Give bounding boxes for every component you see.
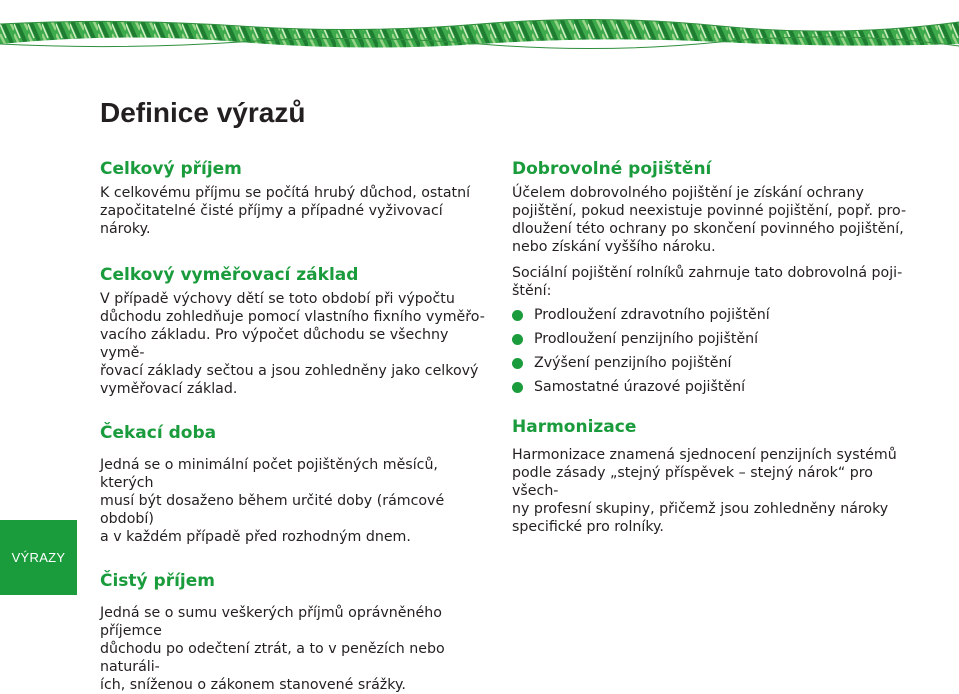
list-item: Prodloužení zdravotního pojištění — [512, 306, 912, 324]
section-heading: Celkový vyměřovací základ — [100, 265, 359, 285]
section-celkovy-prijem — [100, 158, 490, 238]
side-tab-label: VÝRAZY — [11, 550, 66, 565]
section-text: K celkovému příjmu se počítá hrubý důchod, ostatní započitatelné čisté příjmy a případné vyživovací nároky. — [100, 185, 471, 237]
page-title: Definice výrazů — [100, 97, 306, 128]
section-text: Sociální pojištění rolníků zahrnuje tato dobrovolná poji- štění: — [512, 265, 903, 299]
section-dobrovolne-pojisteni — [512, 158, 912, 396]
section-text: Účelem dobrovolného pojištění je získání ochrany pojištění, pokud neexistuje povinné pojištění, popř. pro- dloužení této ochrany po skončení povinného pojištění, nebo získání vyššího nároku. — [512, 185, 907, 255]
section-heading: Čekací doba — [100, 423, 217, 443]
bullet-dot-icon — [512, 310, 523, 321]
list-item: Samostatné úrazové pojištění — [512, 378, 912, 396]
list-item: Zvýšení penzijního pojištění — [512, 354, 912, 372]
section-text: Harmonizace znamená sjednocení penzijních systémů podle zásady „stejný příspěvek – stejný nárok“ pro všech- ny profesní skupiny, přičemž jsou zohledněny nároky specifické pro rolníky. — [512, 447, 897, 535]
section-text: Jedná se o sumu veškerých příjmů oprávněného příjemce důchodu po odečtení ztrát, a to v penězích nebo naturáli- ích, sníženou o zákonem stanovené srážky. — [100, 605, 445, 693]
bullet-dot-icon — [512, 334, 523, 345]
section-cisty-prijem — [100, 570, 490, 694]
side-tab — [0, 520, 77, 595]
section-text: Jedná se o minimální počet pojištěných měsíců, kterých musí být dosaženo během určité doby (rámcové období) a v každém případě před rozhodným dnem. — [100, 457, 445, 545]
section-heading: Čistý příjem — [100, 571, 215, 591]
bullet-dot-icon — [512, 358, 523, 369]
section-heading: Harmonizace — [512, 417, 637, 437]
section-harmonizace — [512, 416, 912, 536]
bullet-list — [512, 306, 912, 396]
right-column — [512, 158, 912, 536]
section-text: V případě výchovy dětí se toto období při výpočtu důchodu zohledňuje pomocí vlastního fixního vyměřo- vacího základu. Pro výpočet důchodu se všechny vymě- řovací základy sečtou a jsou zohledněny jako celkový vyměřovací základ. — [100, 291, 485, 397]
green-rope-border — [0, 14, 959, 50]
bullet-dot-icon — [512, 382, 523, 393]
section-cekaci-doba — [100, 422, 490, 546]
section-celkovy-vymerovaci-zaklad — [100, 264, 490, 398]
section-heading: Dobrovolné pojištění — [512, 159, 712, 179]
list-item: Prodloužení penzijního pojištění — [512, 330, 912, 348]
left-column — [100, 158, 490, 694]
section-heading: Celkový příjem — [100, 159, 242, 179]
